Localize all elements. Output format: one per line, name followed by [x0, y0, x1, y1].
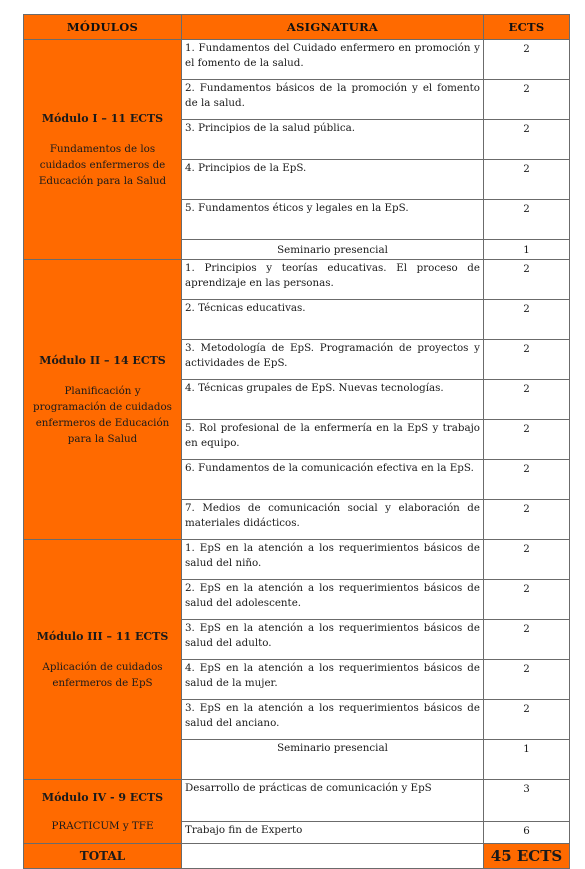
- subject-name: 7. Medios de comunicación social y elaboración de materiales didácticos.: [182, 500, 484, 540]
- module-subtitle: Fundamentos de los cuidados enfermeros de Educación para la Salud: [38, 142, 167, 187]
- subject-name: 1. EpS en la atención a los requerimientos básicos de salud del niño.: [182, 540, 484, 580]
- subject-ects: 2: [484, 80, 570, 120]
- header-asignatura: ASIGNATURA: [182, 15, 484, 40]
- subject-ects: 6: [484, 822, 570, 844]
- total-label: TOTAL: [24, 844, 182, 869]
- subject-name: 4. Principios de la EpS.: [182, 160, 484, 200]
- subject-name: 6. Fundamentos de la comunicación efectiva en la EpS.: [182, 460, 484, 500]
- subject-ects: 1: [484, 740, 570, 780]
- subject-ects: 2: [484, 200, 570, 240]
- subject-name: 3. EpS en la atención a los requerimientos básicos de salud del adulto.: [182, 620, 484, 660]
- module-title: Módulo IV - 9 ECTS: [41, 790, 164, 804]
- subject-name: 2. EpS en la atención a los requerimientos básicos de salud del adolescente.: [182, 580, 484, 620]
- module-cell-3: [24, 540, 182, 780]
- subject-name: Seminario presencial: [182, 240, 484, 260]
- subject-name: 5. Rol profesional de la enfermería en la EpS y trabajo en equipo.: [182, 420, 484, 460]
- subject-name: Desarrollo de prácticas de comunicación y EpS: [182, 780, 484, 822]
- header-ects: ECTS: [484, 15, 570, 40]
- curriculum-table: [23, 14, 570, 869]
- subject-ects: 2: [484, 340, 570, 380]
- module-title: Módulo II – 14 ECTS: [39, 353, 166, 367]
- module-title: Módulo III – 11 ECTS: [36, 629, 169, 643]
- subject-name: 4. EpS en la atención a los requerimientos básicos de salud de la mujer.: [182, 660, 484, 700]
- subject-name: 4. Técnicas grupales de EpS. Nuevas tecnologías.: [182, 380, 484, 420]
- module-subtitle: PRACTICUM y TFE: [51, 819, 154, 832]
- table-row: [24, 260, 570, 300]
- subject-ects: 2: [484, 620, 570, 660]
- table-row: [24, 540, 570, 580]
- subject-name: 3. EpS en la atención a los requerimientos básicos de salud del anciano.: [182, 700, 484, 740]
- subject-ects: 2: [484, 300, 570, 340]
- subject-name: 3. Metodología de EpS. Programación de proyectos y actividades de EpS.: [182, 340, 484, 380]
- total-blank-cell: [182, 844, 484, 869]
- subject-ects: 2: [484, 660, 570, 700]
- subject-name: 2. Técnicas educativas.: [182, 300, 484, 340]
- header-modulos: MÓDULOS: [24, 15, 182, 40]
- module-subtitle: Planificación y programación de cuidados enfermeros de Educación para la Salud: [33, 384, 172, 445]
- module-cell-1: [24, 40, 182, 260]
- subject-ects: 2: [484, 120, 570, 160]
- subject-name: 1. Fundamentos del Cuidado enfermero en promoción y el fomento de la salud.: [182, 40, 484, 80]
- module-cell-4: [24, 780, 182, 844]
- module-title: Módulo I – 11 ECTS: [41, 111, 164, 125]
- module-subtitle: Aplicación de cuidados enfermeros de EpS: [42, 660, 163, 689]
- subject-ects: 2: [484, 420, 570, 460]
- subject-ects: 2: [484, 40, 570, 80]
- subject-name: 1. Principios y teorías educativas. El proceso de aprendizaje en las personas.: [182, 260, 484, 300]
- total-row: [24, 844, 570, 869]
- subject-ects: 3: [484, 780, 570, 822]
- subject-name: 2. Fundamentos básicos de la promoción y el fomento de la salud.: [182, 80, 484, 120]
- subject-ects: 2: [484, 260, 570, 300]
- subject-ects: 1: [484, 240, 570, 260]
- table-row: [24, 40, 570, 80]
- subject-ects: 2: [484, 540, 570, 580]
- subject-ects: 2: [484, 700, 570, 740]
- subject-name: 5. Fundamentos éticos y legales en la EpS.: [182, 200, 484, 240]
- table-row: [24, 780, 570, 822]
- subject-ects: 2: [484, 580, 570, 620]
- subject-name: 3. Principios de la salud pública.: [182, 120, 484, 160]
- subject-name: Seminario presencial: [182, 740, 484, 780]
- header-row: [24, 15, 570, 40]
- subject-ects: 2: [484, 160, 570, 200]
- subject-ects: 2: [484, 380, 570, 420]
- subject-name: Trabajo fin de Experto: [182, 822, 484, 844]
- module-cell-2: [24, 260, 182, 540]
- total-value: 45 ECTS: [484, 844, 570, 869]
- subject-ects: 2: [484, 500, 570, 540]
- subject-ects: 2: [484, 460, 570, 500]
